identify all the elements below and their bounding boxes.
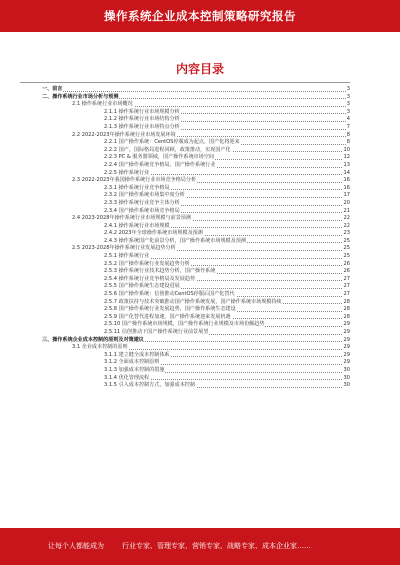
- toc-entry-page: 30: [343, 374, 350, 381]
- toc-entry-title: 一、前言: [42, 86, 63, 92]
- toc-entry-title: 3.1.5 引入成本控制方式，加强成本控制: [104, 382, 195, 389]
- toc-entry-title: 2.5.7 政策扶持与技术突破推动国产操作系统发展，国产操作系统市场规模持续: [104, 298, 282, 305]
- toc-entry-title: 2.3 2022-2023年我国操作系统行业市场竞争格局分析: [72, 177, 197, 184]
- toc-entry[interactable]: [0, 116, 400, 124]
- toc-entry[interactable]: [0, 86, 400, 94]
- toc-entry-title: 3.1.4 优化管理流程: [104, 374, 150, 381]
- toc-entry-page: 28: [343, 298, 350, 305]
- toc-divider: [20, 82, 350, 83]
- toc-entry[interactable]: [0, 268, 400, 276]
- toc-entry-title: 2.5.10 国产操作系统市场规模，国产操作系统行业规模及市场份额趋势: [104, 321, 265, 328]
- toc-entry-title: 2.3.3 操作系统行业竞争主体分析: [104, 199, 180, 206]
- toc-entry-title: 2.3.1 操作系统行业竞争格局: [104, 184, 170, 191]
- toc-entry-page: 8: [346, 139, 350, 146]
- toc-entry[interactable]: [0, 101, 400, 109]
- toc-entry-title: 三、操作系统企业成本控制的原则及对策建议: [42, 336, 144, 343]
- toc-entry[interactable]: [0, 367, 400, 375]
- toc-entry-page: 30: [343, 382, 350, 389]
- toc-entry-page: 27: [343, 275, 350, 282]
- toc-entry-page: 3: [346, 108, 350, 115]
- toc-entry[interactable]: [0, 253, 400, 261]
- toc-entry[interactable]: [0, 94, 400, 102]
- toc-entry-title: 2.1.1 操作系统行业市场规模分析: [104, 108, 180, 115]
- toc-entry[interactable]: [0, 359, 400, 367]
- toc-entry-title: 2.5.11 信创推动下国产操作系统行业前景展望: [104, 329, 209, 335]
- toc-entry[interactable]: [0, 192, 400, 200]
- toc-entry-page: 25: [343, 245, 350, 252]
- toc-entry-page: 23: [343, 230, 350, 237]
- toc-entry-title: 2.5.3 操作系统行业技术趋势分析，国产操作系统: [104, 268, 216, 275]
- toc-entry-title: 2.4.3 操作系统国产化前景分析，国产操作系统市场规模及预测: [104, 237, 246, 244]
- toc-entry[interactable]: [0, 177, 400, 185]
- toc-entry-page: 22: [343, 222, 350, 229]
- toc-entry-page: 22: [343, 215, 350, 222]
- toc-entry-title: 3.1 企业成本控制的原则: [72, 344, 128, 351]
- toc-entry-title: 2.3.4 国产操作系统市场竞争格局: [104, 207, 180, 214]
- toc-entry-page: 28: [343, 313, 350, 320]
- toc-entry-title: 2.5.9 国产化替代进程加速，国产操作系统迎来发展机遇: [104, 313, 231, 320]
- toc-entry-page: 26: [343, 268, 350, 275]
- toc-entry-page: 27: [343, 291, 350, 298]
- toc-entry-page: 30: [343, 366, 350, 373]
- toc-entry[interactable]: [0, 170, 400, 178]
- footer-slogan: 让每个人都能成为: [48, 542, 104, 550]
- toc-entry-title: 2.1.3 操作系统行业市场特点分析: [104, 123, 180, 130]
- toc-entry-page: 14: [343, 169, 350, 176]
- toc-entry-title: 2.4.2 2023年全球操作系统市场规模及预测: [104, 230, 203, 237]
- toc-entry[interactable]: [0, 208, 400, 216]
- toc-entry-title: 2.5.6 国产操作系统：信创推动CentOS停服后国产化替代: [104, 291, 235, 298]
- toc-entry-page: 21: [343, 207, 350, 214]
- toc-entry[interactable]: [0, 306, 400, 314]
- toc-entry-page: 16: [343, 177, 350, 184]
- toc-entry-title: 2.4 2023-2028年操作系统行业市场规模与前景预测: [72, 215, 191, 222]
- toc-entry-page: 17: [343, 192, 350, 199]
- toc-entry-title: 2.2.1 国产操作系统：CentOS停服成为起点，国产化将迎来: [104, 139, 240, 146]
- toc-entry[interactable]: [0, 352, 400, 360]
- toc-entry-title: 2.2.3 PC & 服务器领域，国产操作系统市场空间: [104, 154, 214, 161]
- toc-entry-title: 2.5 2023-2028年操作系统行业发展趋势分析: [72, 245, 176, 252]
- report-title: 操作系统企业成本控制策略研究报告: [104, 9, 296, 23]
- toc-entry-page: 8: [346, 131, 350, 138]
- toc-title: 内容目录: [175, 62, 224, 76]
- toc-entry-page: 20: [343, 199, 350, 206]
- toc-entry[interactable]: [0, 321, 400, 329]
- toc-entry-title: 2.5.2 国产操作系统行业发展趋势分析: [104, 260, 190, 267]
- toc-entry-page: 29: [343, 344, 350, 351]
- toc-entry-page: 16: [343, 184, 350, 191]
- toc-entry[interactable]: [0, 245, 400, 253]
- toc-entry[interactable]: [0, 109, 400, 117]
- toc-entry-page: 29: [343, 359, 350, 366]
- toc-entry-title: 二、操作系统行业市场分析与预测: [42, 93, 119, 100]
- toc-entry-page: 29: [343, 329, 350, 335]
- toc-entry-page: 7: [346, 123, 350, 130]
- footer-roles: 行业专家、管理专家、营销专家、战略专家、成本企业家……: [122, 542, 311, 550]
- toc-entry-page: 10: [343, 146, 350, 153]
- toc-entry-title: 2.5.4 操作系统行业竞争格局及发展趋势: [104, 275, 195, 282]
- toc-entry-page: 27: [343, 283, 350, 290]
- toc-entry-page: 4: [346, 116, 350, 123]
- toc-entry-title: 2.4.1 操作系统行业市场规模: [104, 222, 170, 229]
- toc-entry[interactable]: [0, 291, 400, 299]
- toc-entry[interactable]: [0, 344, 400, 352]
- toc-entry[interactable]: [0, 200, 400, 208]
- toc-entry-page: 12: [343, 154, 350, 161]
- table-of-contents: [0, 86, 400, 390]
- toc-entry[interactable]: [0, 162, 400, 170]
- toc-entry-title: 2.2.4 国产操作系统竞争格局，国产操作系统行业: [104, 161, 216, 168]
- toc-entry[interactable]: [0, 283, 400, 291]
- toc-entry-page: 13: [343, 161, 350, 168]
- toc-entry-title: 3.1.2 全面成本控制原则: [104, 359, 160, 366]
- toc-entry[interactable]: [0, 238, 400, 246]
- toc-entry[interactable]: [0, 230, 400, 238]
- toc-entry-title: 2.1.2 操作系统行业市场结构分析: [104, 116, 180, 123]
- toc-entry[interactable]: [0, 329, 400, 337]
- toc-entry[interactable]: [0, 382, 400, 390]
- toc-entry[interactable]: [0, 375, 400, 383]
- toc-entry[interactable]: [0, 139, 400, 147]
- toc-entry-title: 2.5.1 操作系统行业: [104, 253, 150, 260]
- toc-entry-title: 2.2 2022-2023年操作系统行业市场发展环境: [72, 131, 176, 138]
- toc-entry-page: 29: [343, 351, 350, 358]
- toc-entry-title: 2.2.2 国产、国际格局进程回顾，政策推动，实现国产化: [104, 146, 231, 153]
- toc-entry-title: 2.1 操作系统行业市场概况: [72, 101, 133, 108]
- toc-entry-page: 3: [346, 101, 350, 108]
- toc-entry[interactable]: [0, 337, 400, 345]
- toc-entry[interactable]: [0, 154, 400, 162]
- toc-entry-page: 26: [343, 260, 350, 267]
- toc-entry-title: 2.3.2 国产操作系统市场集中度分析: [104, 192, 185, 199]
- toc-entry[interactable]: [0, 124, 400, 132]
- toc-entry-page: 3: [346, 93, 350, 100]
- toc-entry-title: 2.5.5 国产操作系统生态建设进展: [104, 283, 180, 290]
- toc-entry-page: 29: [343, 321, 350, 328]
- toc-entry-title: 2.5.8 国产操作系统行业发展趋势，国产操作系统生态建设: [104, 306, 236, 313]
- toc-leader-dots: [42, 91, 348, 92]
- toc-entry-page: 25: [343, 237, 350, 244]
- toc-entry-page: 25: [343, 253, 350, 260]
- toc-entry-page: 28: [343, 306, 350, 313]
- toc-entry[interactable]: [0, 185, 400, 193]
- toc-entry-page: 3: [346, 86, 350, 92]
- toc-entry-title: 2.2.5 操作系统行业: [104, 169, 150, 176]
- toc-entry-title: 3.1.1 建立健全成本控制体系: [104, 351, 170, 358]
- toc-entry[interactable]: [0, 215, 400, 223]
- toc-entry-title: 3.1.3 加强成本控制的措施: [104, 366, 165, 373]
- toc-entry-page: 29: [343, 336, 350, 343]
- toc-entry[interactable]: [0, 276, 400, 284]
